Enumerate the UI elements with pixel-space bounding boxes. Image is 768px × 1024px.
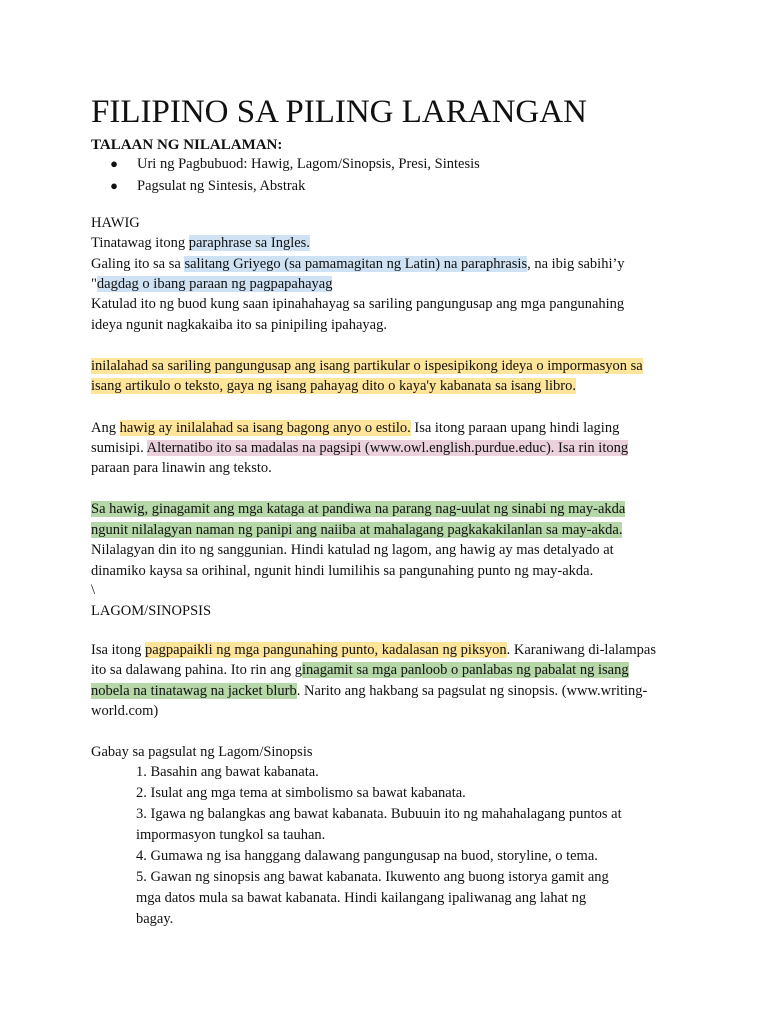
paragraph-line: Galing ito sa sa salitang Griyego (sa pamamagitan ng Latin) na paraphrasis, na ibig sabihi’y xyxy=(91,256,625,272)
highlighted-text: nobela na tinatawag na jacket blurb xyxy=(91,683,297,699)
list-item: 4. Gumawa ng isa hanggang dalawang pangungusap na buod, storyline, o tema. xyxy=(136,848,598,864)
paragraph-line: dinamiko kaysa sa orihinal, ngunit hindi lumilihis sa pangunahing punto ng may-akda. xyxy=(91,563,594,579)
steps-list xyxy=(136,762,622,930)
highlighted-text: ngunit nilalagyan naman ng panipi ang naiiba at mahalagang pagkakakilanlan sa may-akda. xyxy=(91,522,623,538)
highlighted-text: paraphrase sa Ingles. xyxy=(188,235,310,251)
section-heading-lagom: LAGOM/SINOPSIS xyxy=(91,603,212,619)
paragraph-line xyxy=(91,499,625,520)
bullet-icon: ● xyxy=(110,178,118,193)
list-item: 2. Isulat ang mga tema at simbolismo sa bawat kabanata. xyxy=(136,785,466,801)
toc-label: TALAAN NG NILALAMAN: xyxy=(91,137,283,153)
list-item: mga datos mula sa bawat kabanata. Hindi kailangang ipaliwanag ang lahat ng xyxy=(136,890,587,906)
highlighted-text: dagdag o ibang paraan ng pagpapahayag xyxy=(96,276,333,292)
paragraph-line: Nilalagyan din ito ng sanggunian. Hindi katulad ng lagom, ang hawig ay mas detalyado at xyxy=(91,542,614,558)
highlighted-text: inilalahad sa sariling pangungusap ang isang partikular o ispesipikong ideya o impormasyon sa xyxy=(91,358,643,374)
list-item: bagay. xyxy=(136,911,174,927)
paragraph-line: "dagdag o ibang paraan ng pagpapahayag xyxy=(91,276,333,292)
highlighted-text: hawig ay inilalahad sa isang bagong anyo o estilo. xyxy=(119,420,411,436)
highlighted-text: Sa hawig, ginagamit ang mga kataga at pandiwa na parang nag-uulat ng sinabi ng may-akda xyxy=(91,501,626,517)
highlighted-text: isang artikulo o teksto, gaya ng isang pahayag dito o kaya'y kabanata sa isang libro. xyxy=(91,378,577,394)
highlighted-text: salitang Griyego (sa pamamagitan ng Latin) na paraphrasis xyxy=(184,256,528,272)
highlighted-text: pagpapaikli ng mga pangunahing punto, kadalasan ng piksyon xyxy=(144,642,507,658)
highlighted-text: Alternatibo ito sa madalas na pagsipi xyxy=(146,440,362,456)
list-item: 3. Igawa ng balangkas ang bawat kabanata. Bubuuin ito ng mahahalagang puntos at xyxy=(136,806,622,822)
paragraph-line: paraan para linawin ang teksto. xyxy=(91,460,272,476)
page-title: FILIPINO SA PILING LARANGAN xyxy=(91,94,587,130)
paragraph-line xyxy=(91,376,576,397)
toc-list xyxy=(91,153,480,197)
list-item: impormasyon tungkol sa tauhan. xyxy=(136,827,326,843)
paragraph-line: world.com) xyxy=(91,703,159,719)
paragraph-line: sumisipi. Alternatibo ito sa madalas na pagsipi (www.owl.english.purdue.educ). Isa rin itong xyxy=(91,440,629,456)
paragraph-line: ito sa dalawang pahina. Ito rin ang ginagamit sa mga panloob o panlabas ng pabalat ng isang xyxy=(91,662,629,678)
highlighted-text: (www.owl.english.purdue.educ). Isa rin itong xyxy=(361,440,629,456)
list-item: ● Pagsulat ng Sintesis, Abstrak xyxy=(91,175,480,197)
paragraph-line: Tinatawag itong paraphrase sa Ingles. xyxy=(91,235,310,251)
guide-title: Gabay sa pagsulat ng Lagom/Sinopsis xyxy=(91,744,313,760)
list-item: 5. Gawan ng sinopsis ang bawat kabanata. Ikuwento ang buong istorya gamit ang xyxy=(136,869,609,885)
highlighted-text: inagamit sa mga panloob o panlabas ng pabalat ng isang xyxy=(302,662,629,678)
stray-backslash: \ xyxy=(91,582,96,598)
section-heading-hawig: HAWIG xyxy=(91,215,140,231)
paragraph-line: Isa itong pagpapaikli ng mga pangunahing punto, kadalasan ng piksyon. Karaniwang di-lalampas xyxy=(91,642,656,658)
list-item: 1. Basahin ang bawat kabanata. xyxy=(136,764,319,780)
paragraph-line: ideya ngunit nagkakaiba ito sa pinipiling ipahayag. xyxy=(91,317,387,333)
bullet-icon: ● xyxy=(110,156,118,171)
paragraph-line: Katulad ito ng buod kung saan ipinahahayag sa sariling pangungusap ang mga pangunahing xyxy=(91,296,625,312)
list-item: ● Uri ng Pagbubuod: Hawig, Lagom/Sinopsis, Presi, Sintesis xyxy=(91,153,480,175)
paragraph-line xyxy=(91,520,622,541)
paragraph-line: nobela na tinatawag na jacket blurb. Narito ang hakbang sa pagsulat ng sinopsis. (www.writing- xyxy=(91,683,648,699)
paragraph-line: Ang hawig ay inilalahad sa isang bagong anyo o estilo. Isa itong paraan upang hindi laging xyxy=(91,420,620,436)
paragraph-line xyxy=(91,356,643,377)
